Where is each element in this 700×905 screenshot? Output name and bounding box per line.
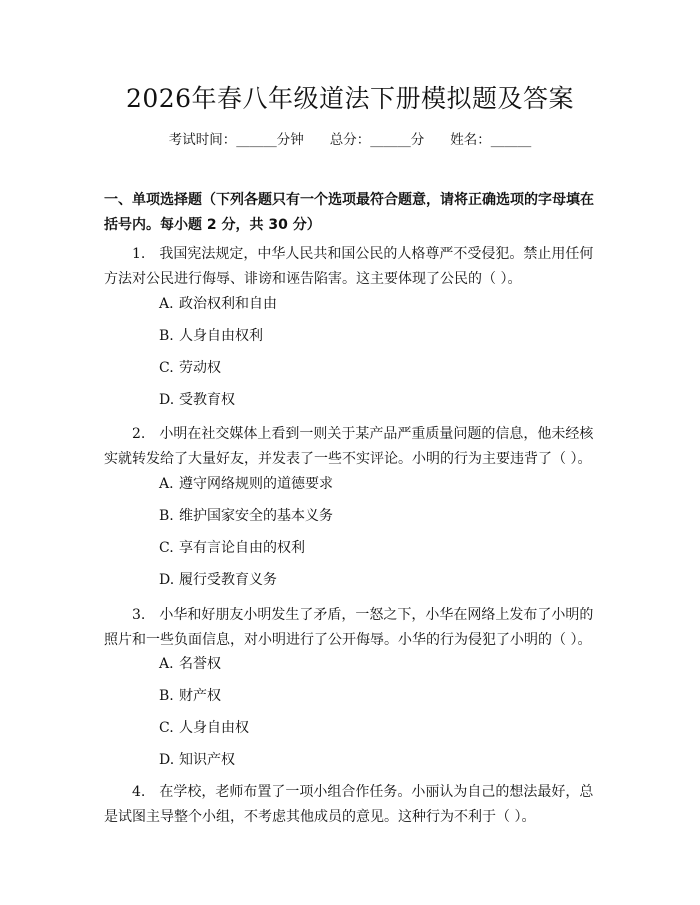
section-heading: 一、单项选择题（下列各题只有一个选项最符合题意，请将正确选项的字母填在括号内。每小题 2 分，共 30 分） <box>104 192 594 233</box>
option-text: 政治权利和自由 <box>179 296 277 312</box>
total-score-field: 总分：______分 <box>329 132 425 148</box>
option-text: 人身自由权 <box>179 720 249 736</box>
question-3-option-b <box>159 686 221 706</box>
question-2: 2. 小明在社交媒体上看到一则关于某产品严重质量问题的信息，他未经核实就转发给了大量好友，并发表了一些不实评论。小明的行为主要违背了（ ）。 <box>104 426 594 467</box>
option-letter: B. <box>159 508 174 524</box>
question-4: 4. 在学校，老师布置了一项小组合作任务。小丽认为自己的想法最好，总是试图主导整个小组，不考虑其他成员的意见。这种行为不利于（ ）。 <box>104 784 594 825</box>
option-text: 受教育权 <box>179 392 235 408</box>
option-letter: D. <box>159 752 175 768</box>
option-letter: D. <box>159 572 175 588</box>
option-letter: B. <box>159 688 174 704</box>
option-letter: C. <box>159 360 174 376</box>
page-title: 2026年春八年级道法下册模拟题及答案 <box>125 84 575 113</box>
question-3-option-c <box>159 718 249 738</box>
option-text: 履行受教育义务 <box>179 572 277 588</box>
name-field: 姓名：______ <box>450 132 532 148</box>
question-2-option-b <box>159 506 333 526</box>
question-2-option-a <box>159 474 333 494</box>
exam-time-field: 考试时间：______分钟 <box>168 132 304 148</box>
question-1-option-b <box>159 326 263 346</box>
question-1-option-d <box>159 390 235 410</box>
option-text: 劳动权 <box>179 360 221 376</box>
question-3-option-a <box>159 654 221 674</box>
question-1: 1. 我国宪法规定，中华人民共和国公民的人格尊严不受侵犯。禁止用任何方法对公民进行侮辱、诽谤和诬告陷害。这主要体现了公民的（ ）。 <box>104 246 594 287</box>
option-letter: C. <box>159 720 174 736</box>
question-3-option-d <box>159 750 235 770</box>
option-letter: A. <box>159 476 174 492</box>
option-letter: D. <box>159 392 175 408</box>
option-text: 财产权 <box>179 688 221 704</box>
option-text: 遵守网络规则的道德要求 <box>179 476 333 492</box>
question-3: 3. 小华和好朋友小明发生了矛盾，一怒之下，小华在网络上发布了小明的照片和一些负面信息，对小明进行了公开侮辱。小华的行为侵犯了小明的（ ）。 <box>104 607 594 648</box>
question-1-option-a <box>159 294 277 314</box>
option-letter: B. <box>159 328 174 344</box>
question-2-option-d <box>159 570 277 590</box>
option-letter: A. <box>159 656 174 672</box>
option-text: 享有言论自由的权利 <box>179 540 305 556</box>
option-text: 名誉权 <box>179 656 221 672</box>
option-text: 维护国家安全的基本义务 <box>179 508 333 524</box>
option-letter: A. <box>159 296 174 312</box>
option-letter: C. <box>159 540 174 556</box>
option-text: 人身自由权利 <box>179 328 263 344</box>
exam-info <box>0 130 700 150</box>
question-2-option-c <box>159 538 305 558</box>
question-1-option-c <box>159 358 221 378</box>
option-text: 知识产权 <box>179 752 235 768</box>
